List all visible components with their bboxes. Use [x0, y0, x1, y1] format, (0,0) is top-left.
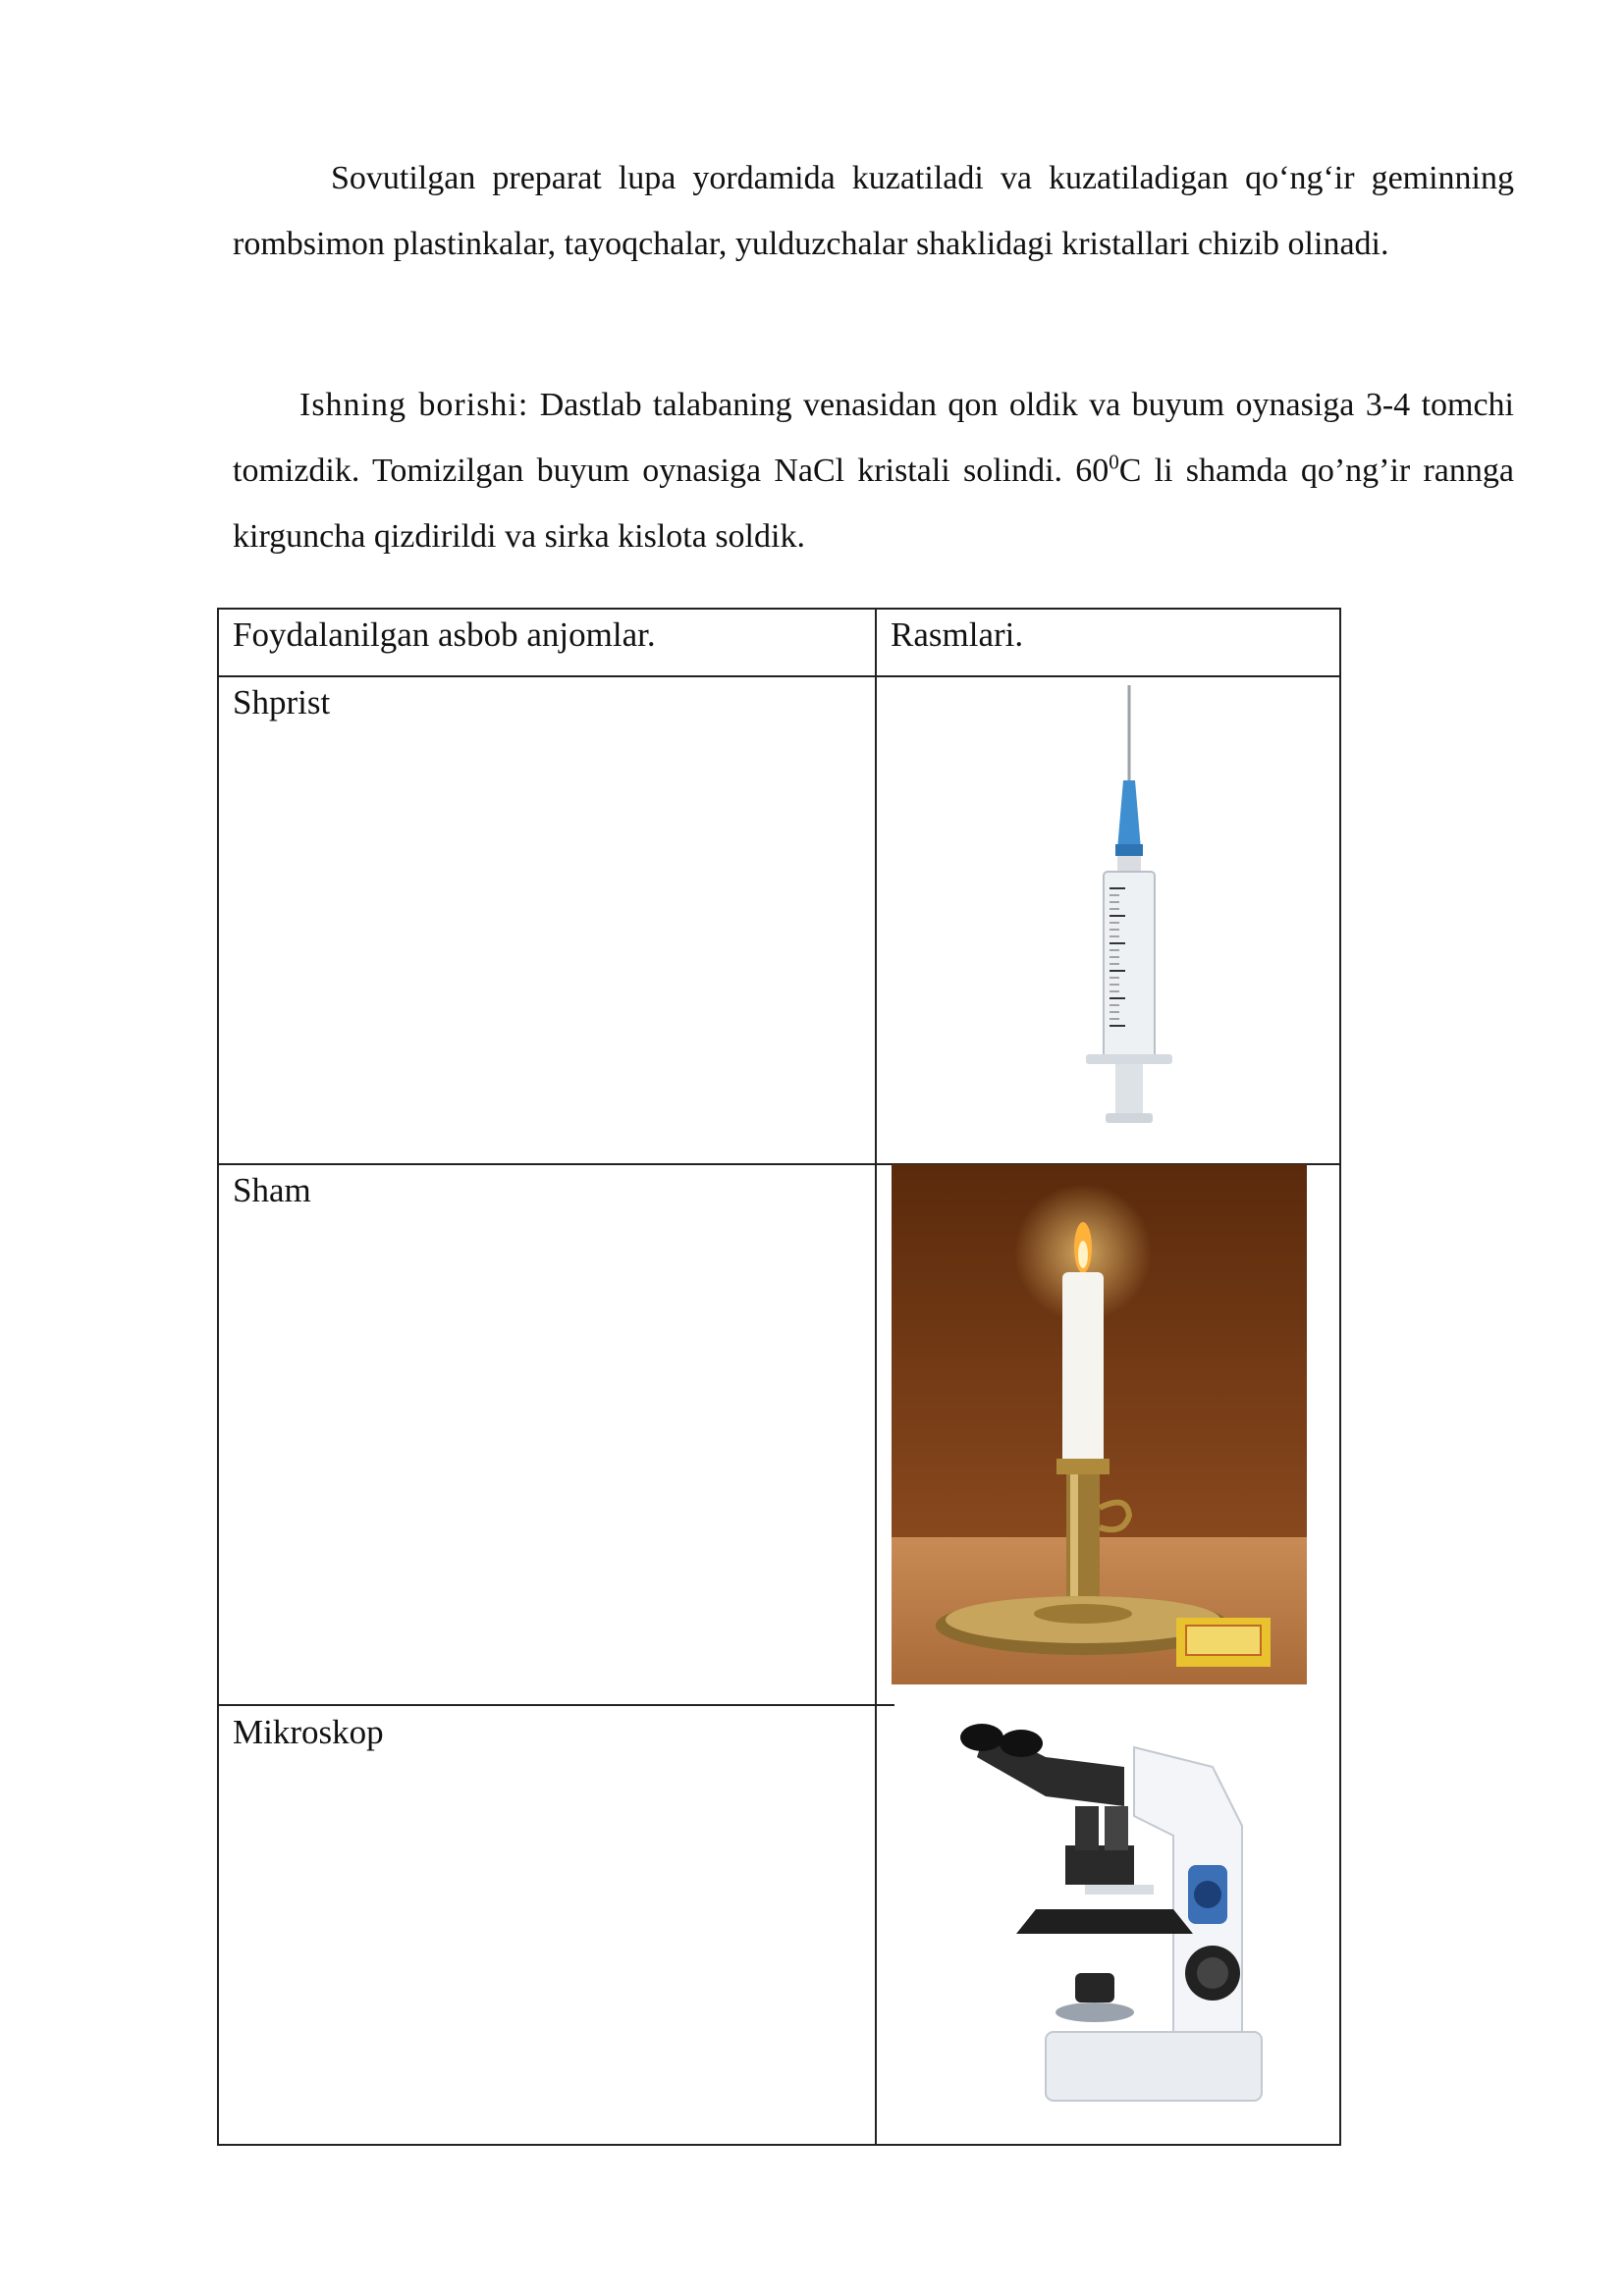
header-pictures: Rasmlari. [891, 615, 1024, 654]
row-label-candle: Sham [233, 1171, 311, 1209]
header-equipment: Foydalanilgan asbob anjomlar. [233, 615, 656, 654]
table-row-divider-2 [217, 1704, 894, 1706]
degree-superscript: 0 [1109, 450, 1119, 474]
paragraph-2 [233, 372, 1514, 569]
row-label-microscope: Mikroskop [233, 1713, 384, 1751]
table-border-left [217, 608, 219, 2146]
row-label-syringe: Shprist [233, 683, 331, 721]
table-column-divider [875, 608, 877, 2146]
candle-image [892, 1164, 1307, 1684]
table-border-top [217, 608, 1341, 610]
syringe-image [1051, 677, 1188, 1139]
table-border-bottom [217, 2144, 1341, 2146]
paragraph-2-text-a: Dastlab talabaning venasidan qon oldik va buyum oynasiga 3-4 tomchi tomizdik. Tomizilgan buyum oynasiga NaCl kristali solindi. 60 [233, 387, 1514, 489]
paragraph-1: Sovutilgan preparat lupa yordamida kuzatiladi va kuzatiladigan qo‘ng‘ir geminning rombsimon plastinkalar, tayoqchalar, yulduzchalar shaklidagi kristallari chizib olinadi. [233, 160, 1514, 262]
paragraph-2-text-b: C li shamda qo’ng’ir rannga kirguncha qizdirildi va sirka kislota soldik. [233, 453, 1514, 555]
microscope-image [928, 1708, 1311, 2120]
table-border-right [1339, 608, 1341, 2146]
paragraph-2-lead: Ishning borishi: [299, 387, 529, 423]
